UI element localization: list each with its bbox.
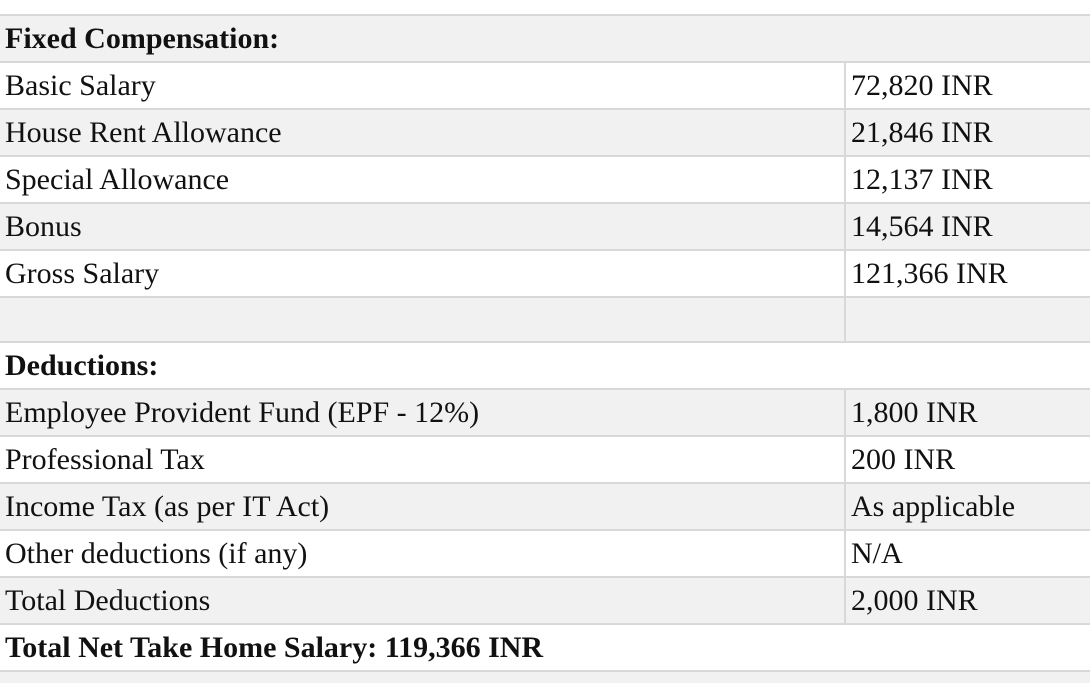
table-row (0, 250, 1090, 297)
row-label: Employee Provident Fund (EPF - 12%) (0, 389, 845, 436)
row-label: Basic Salary (0, 62, 845, 109)
empty-cell (0, 671, 1090, 683)
table-row (0, 483, 1090, 530)
fixed-compensation-heading-row (0, 15, 1090, 62)
row-value: 2,000 INR (845, 577, 1090, 624)
row-label: Special Allowance (0, 156, 845, 203)
fixed-compensation-heading: Fixed Compensation: (0, 15, 1090, 62)
row-value: 121,366 INR (845, 250, 1090, 297)
row-value: 14,564 INR (845, 203, 1090, 250)
row-label: Gross Salary (0, 250, 845, 297)
table-row (0, 62, 1090, 109)
salary-table (0, 14, 1090, 683)
row-value: 21,846 INR (845, 109, 1090, 156)
salary-sheet (0, 14, 1090, 683)
table-row (0, 156, 1090, 203)
row-value: 12,137 INR (845, 156, 1090, 203)
row-label: Bonus (0, 203, 845, 250)
row-value: 1,800 INR (845, 389, 1090, 436)
table-row (0, 203, 1090, 250)
row-value: As applicable (845, 483, 1090, 530)
row-label: Income Tax (as per IT Act) (0, 483, 845, 530)
net-salary-row (0, 624, 1090, 671)
row-label: Total Deductions (0, 577, 845, 624)
deductions-heading: Deductions: (0, 342, 1090, 389)
empty-row (0, 297, 1090, 342)
net-salary-total: Total Net Take Home Salary: 119,366 INR (0, 624, 1090, 671)
table-tail-row (0, 671, 1090, 683)
empty-cell (0, 297, 845, 342)
table-row (0, 389, 1090, 436)
table-row (0, 109, 1090, 156)
row-label: House Rent Allowance (0, 109, 845, 156)
row-label: Other deductions (if any) (0, 530, 845, 577)
empty-cell (845, 297, 1090, 342)
deductions-heading-row (0, 342, 1090, 389)
row-value: 72,820 INR (845, 62, 1090, 109)
table-row (0, 577, 1090, 624)
table-row (0, 436, 1090, 483)
row-value: 200 INR (845, 436, 1090, 483)
row-label: Professional Tax (0, 436, 845, 483)
table-row (0, 530, 1090, 577)
row-value: N/A (845, 530, 1090, 577)
